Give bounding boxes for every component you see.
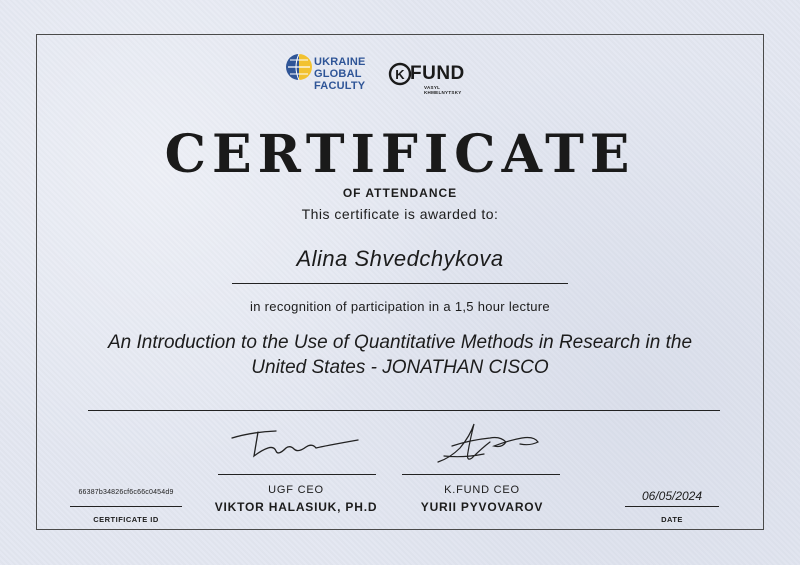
certificate-id-value: 66387b34826cf6c66c0454d9 [78,489,174,496]
date-line [625,506,719,507]
kfund-ceo-signature [430,418,550,470]
recipient-name: Alina Shvedchykova [296,246,504,271]
certificate-border [36,34,764,530]
kfund-k-letter: K [395,67,405,82]
certificate-id-label: CERTIFICATE ID [93,515,159,524]
kfund-logo [388,60,508,100]
logos-row [0,50,800,100]
recipient-name-underline [232,283,568,284]
ugf-wordmark: UKRAINE GLOBAL FACULTY [314,56,366,92]
lecture-title: An Introduction to the Use of Quantitative Methods in Research in the United States - JONATHAN CISCO [107,332,693,378]
kfund-ceo-name: YURII PYVOVAROV [420,500,544,514]
kfund-ceo-role: K.FUND CEO [444,484,520,496]
kfund-subtitle: VASYL KHMELNYTSKY [424,85,462,95]
kfund-wordmark: FUND [410,63,465,84]
ugf-ceo-signature [228,418,368,470]
section-divider [88,410,720,411]
ugf-ceo-role: UGF CEO [268,484,324,496]
ugf-logo [285,50,375,100]
ugf-globe-icon [285,50,313,100]
ugf-ceo-name: VIKTOR HALASIUK, PH.D [214,500,378,514]
ugf-ceo-signature-line [218,474,376,475]
certificate-title: CERTIFICATE [164,124,636,185]
certificate-subtitle: OF ATTENDANCE [342,186,458,200]
recognition-text: in recognition of participation in a 1,5 hour lecture [250,299,550,314]
awarded-to-text: This certificate is awarded to: [301,206,499,222]
kfund-ceo-signature-line [402,474,560,475]
certificate-id-line [70,506,182,507]
date-label: DATE [661,515,683,524]
date-value: 06/05/2024 [641,489,703,503]
